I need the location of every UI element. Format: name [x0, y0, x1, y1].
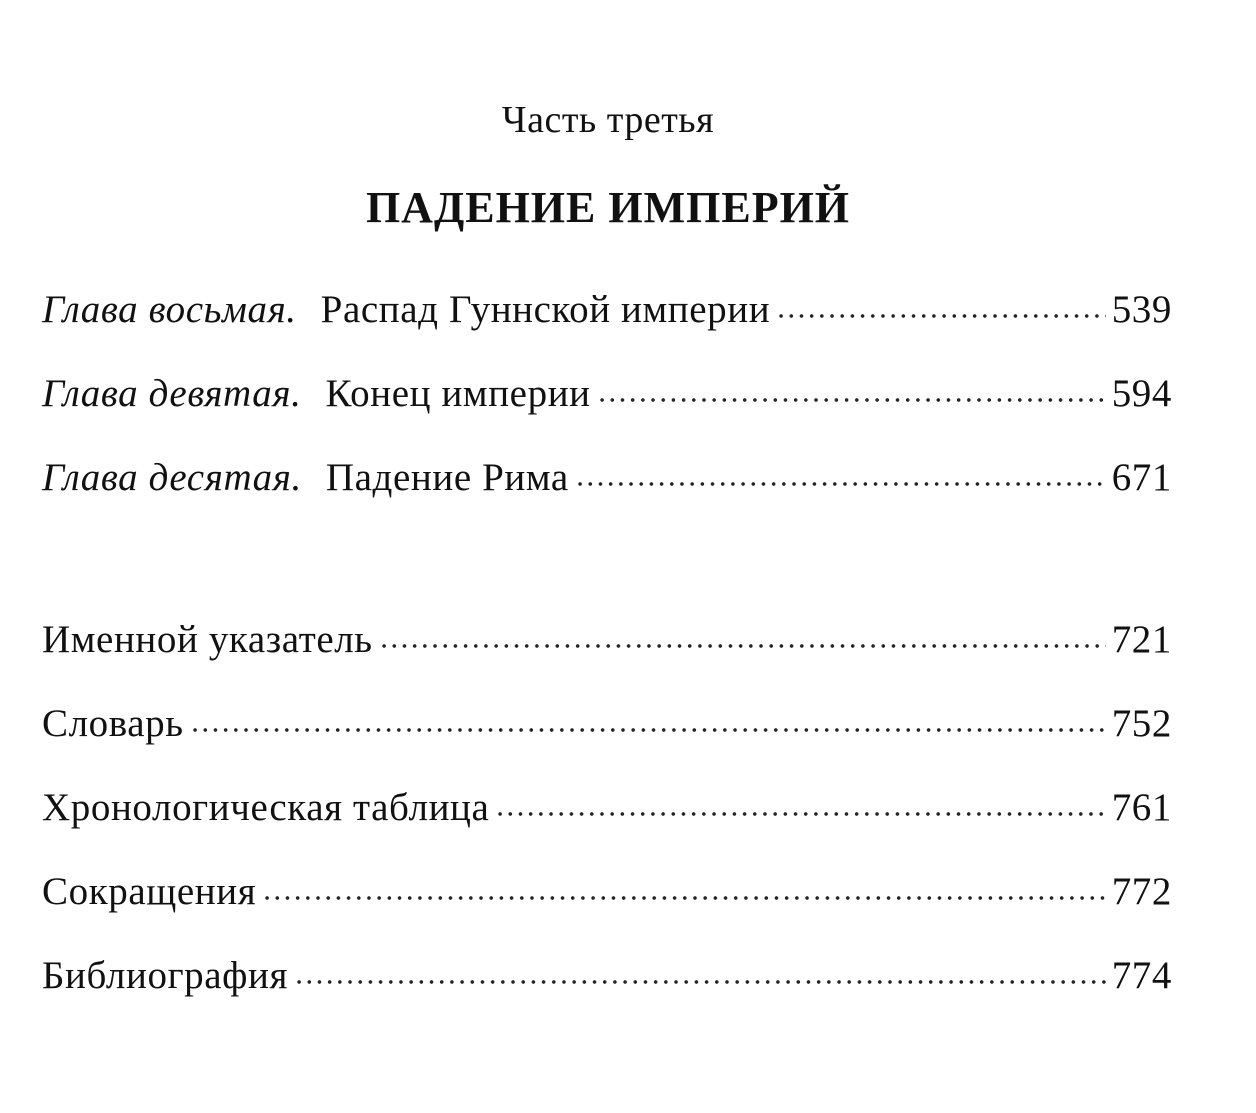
toc-entry-chapter-10 — [42, 450, 1172, 534]
dot-leader — [575, 480, 1106, 488]
dot-leader — [379, 642, 1106, 650]
toc-entry-abbreviations — [42, 864, 1172, 948]
page-number: 671 — [1111, 456, 1172, 499]
page-number: 594 — [1111, 372, 1172, 415]
toc-entry-bibliography — [42, 948, 1172, 1032]
page-number: 761 — [1111, 786, 1172, 829]
entry-title: Именной указатель — [42, 618, 373, 661]
toc-entry-name-index — [42, 612, 1172, 696]
entry-title: Сокращения — [42, 870, 257, 913]
appendix-list — [42, 612, 1172, 1032]
entry-title: Хронологическая таблица — [42, 786, 490, 829]
toc-entry-chapter-8 — [42, 282, 1172, 366]
dot-leader — [190, 726, 1106, 734]
toc-entry-glossary — [42, 696, 1172, 780]
page-number: 539 — [1111, 288, 1172, 331]
page-number: 774 — [1111, 954, 1172, 997]
toc-entry-chapter-9 — [42, 366, 1172, 450]
part-label: Часть третья — [501, 99, 715, 141]
chapter-title: Распад Гуннской империи — [320, 288, 771, 331]
chapter-list — [42, 282, 1172, 534]
dot-leader — [294, 978, 1106, 986]
page-number: 752 — [1111, 702, 1172, 745]
entry-title: Библиография — [42, 954, 289, 997]
dot-leader — [495, 810, 1105, 818]
page-number: 721 — [1111, 618, 1172, 661]
chapter-label: Глава восьмая. — [42, 288, 297, 331]
toc-entry-chronology — [42, 780, 1172, 864]
chapter-title: Конец империи — [325, 372, 591, 415]
page-number: 772 — [1111, 870, 1172, 913]
dot-leader — [776, 312, 1105, 320]
entry-title: Словарь — [42, 702, 184, 745]
chapter-title: Падение Рима — [325, 456, 569, 499]
part-title: ПАДЕНИЕ ИМПЕРИЙ — [365, 183, 851, 232]
dot-leader — [262, 894, 1105, 902]
chapter-label: Глава девятая. — [42, 372, 302, 415]
dot-leader — [597, 396, 1106, 404]
chapter-label: Глава десятая. — [42, 456, 302, 499]
